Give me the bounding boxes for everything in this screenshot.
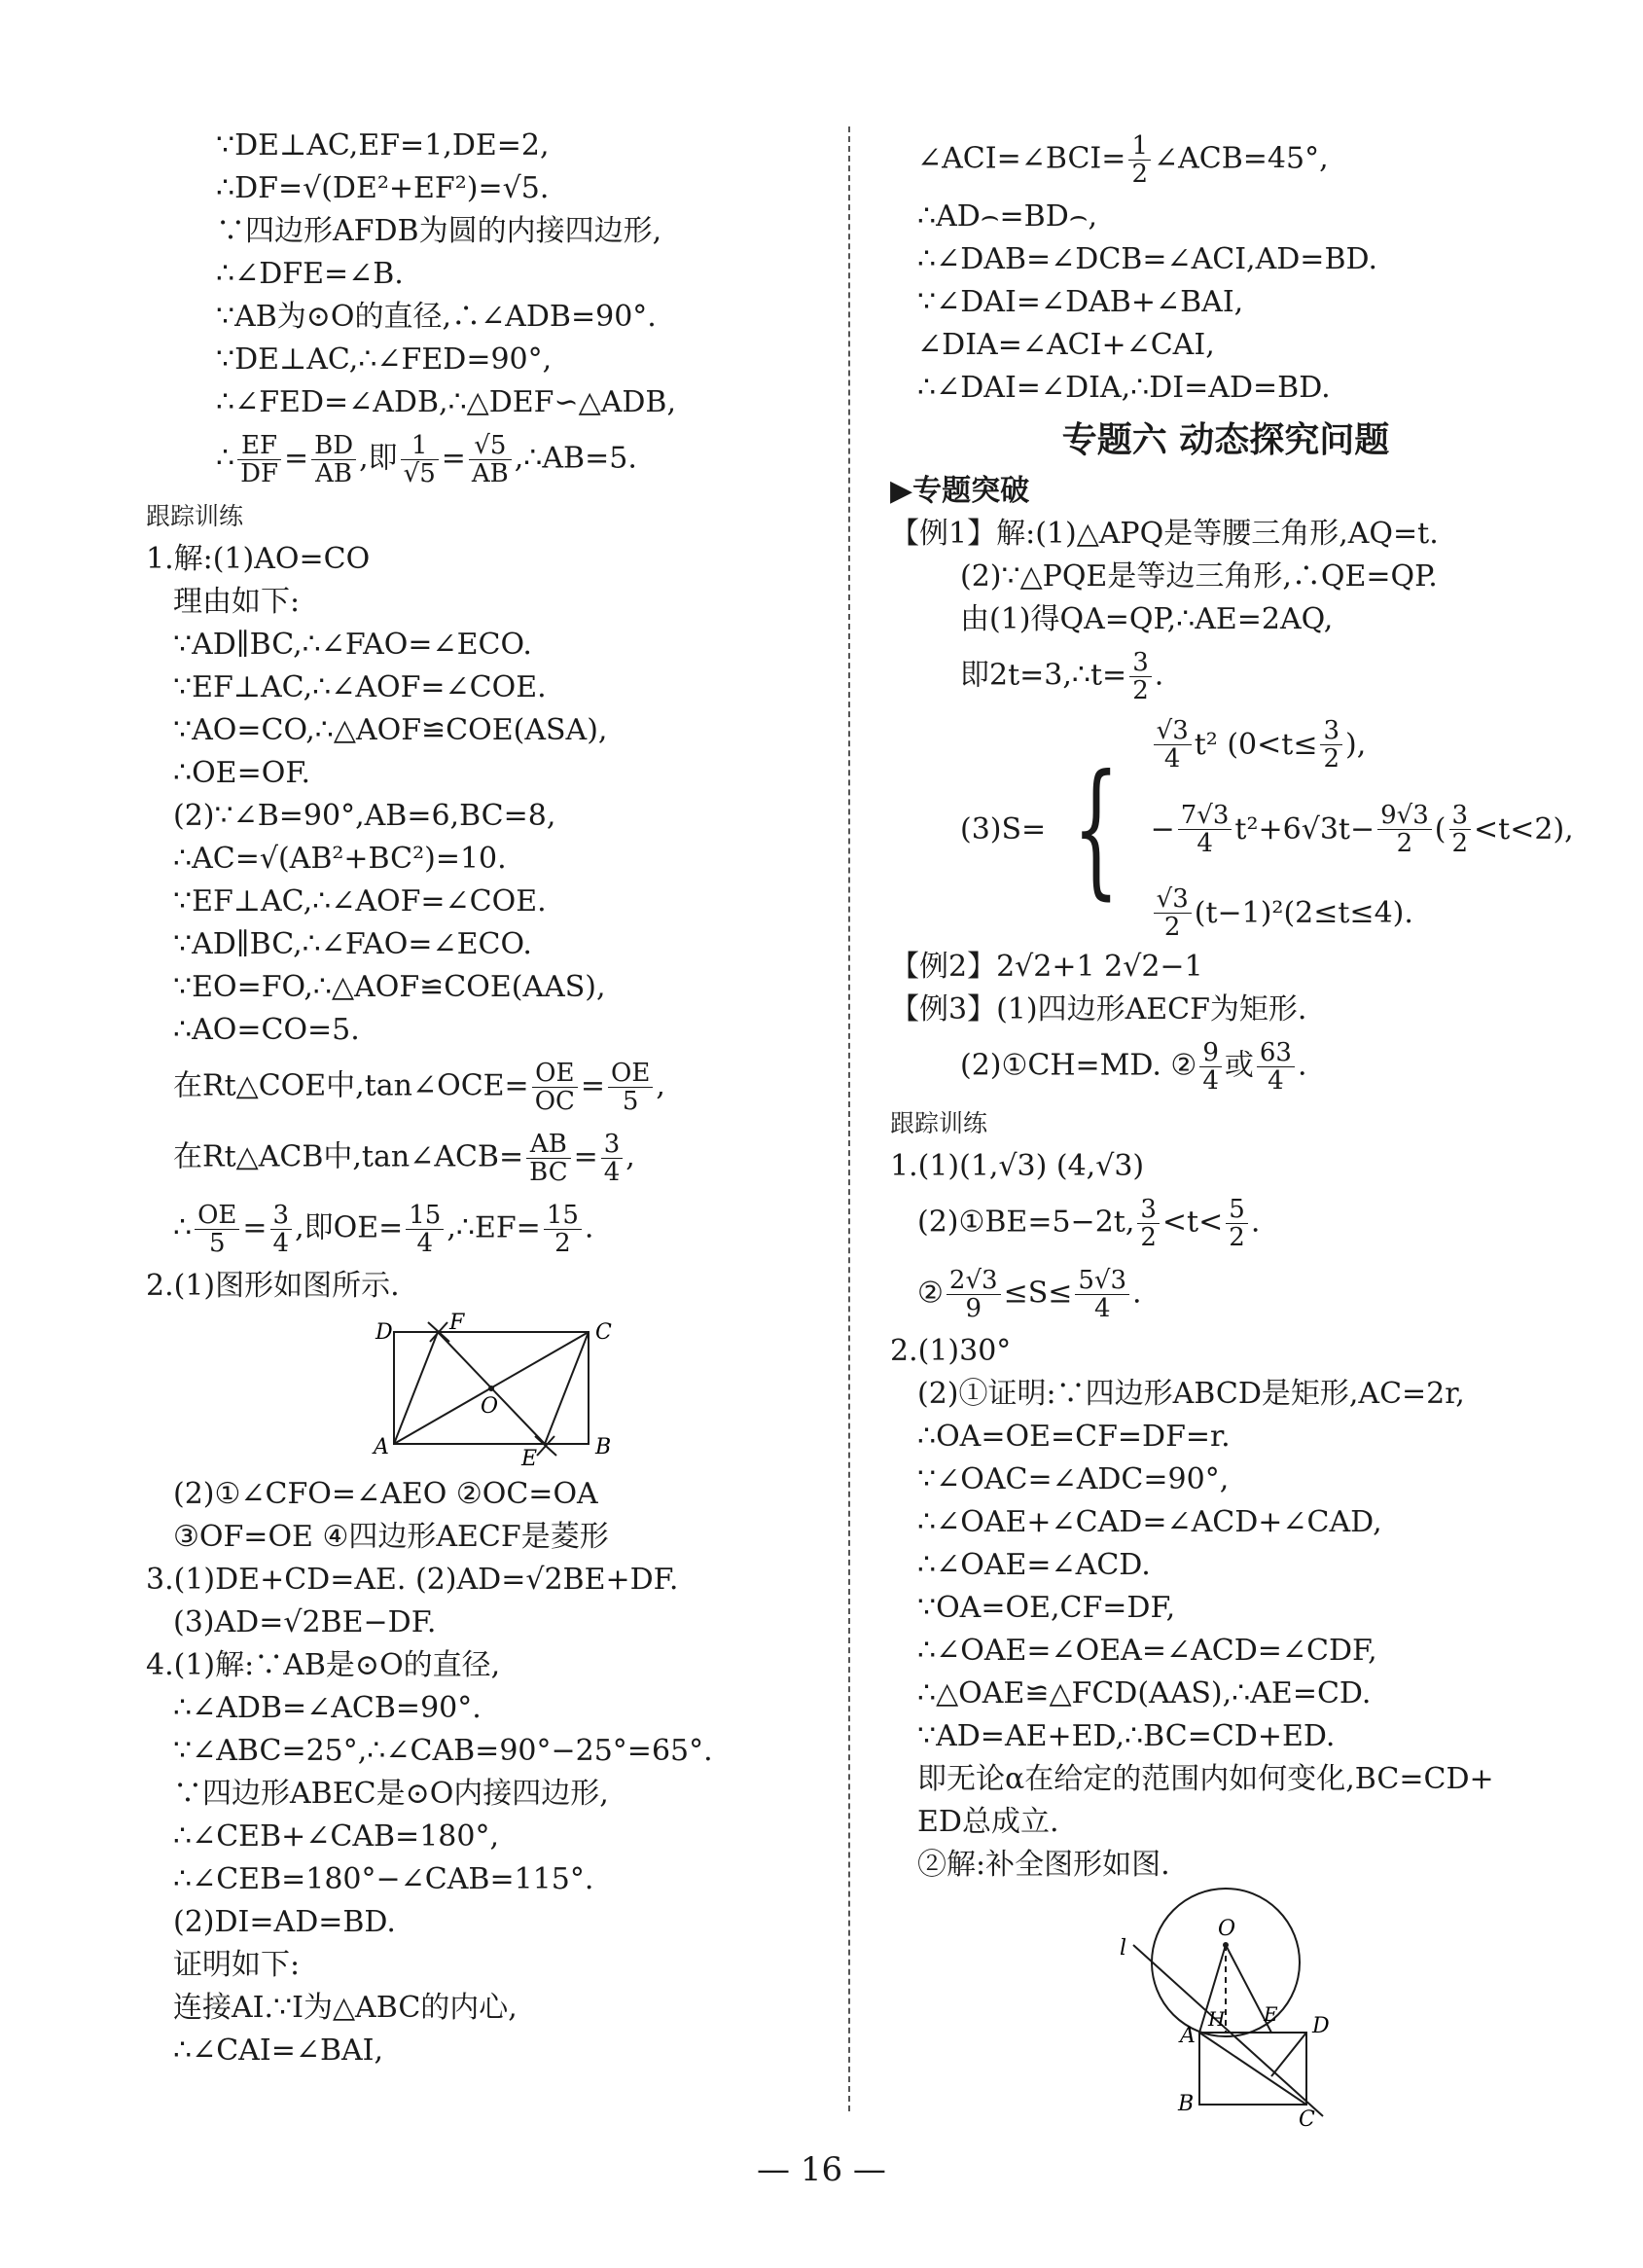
text-line: ∴AO=CO=5. — [173, 1013, 360, 1047]
t-value-line — [890, 641, 1561, 712]
case-text: t²+6√3t− — [1234, 811, 1375, 846]
text-line: ∵∠ABC=25°,∴∠CAB=90°−25°=65°. — [173, 1734, 713, 1768]
case-1 — [1151, 717, 1574, 773]
t1-prefix: (2)①BE=5−2t, — [917, 1205, 1135, 1240]
denominator: 2 — [554, 1229, 571, 1258]
result-mid: ,即OE= — [295, 1210, 404, 1245]
text-line: 2.(1)30° — [890, 1334, 1012, 1368]
text-line: 2.(1)图形如图所示. — [146, 1269, 400, 1303]
text-line: ∴∠CAI=∠BAI, — [173, 2034, 384, 2068]
topic-title: 专题六 动态探究问题 — [1061, 420, 1390, 460]
numerator: 9 — [1199, 1039, 1222, 1067]
text-line: ∴∠DAB=∠DCB=∠ACI,AD=BD. — [917, 242, 1378, 276]
numerator: 1 — [401, 432, 439, 460]
diagonal-ac — [1199, 2033, 1306, 2105]
denominator: 4 — [272, 1229, 290, 1258]
text-line: ∴∠ADB=∠ACB=90°. — [173, 1691, 482, 1725]
fraction — [1128, 132, 1151, 188]
t1-3-line — [890, 1259, 1561, 1330]
label-c: C — [595, 1320, 612, 1345]
numerator: EF — [237, 432, 281, 460]
numerator: BD — [311, 432, 356, 460]
equals: = — [242, 1210, 268, 1245]
text-line: ∴∠FED=∠ADB,∴△DEF∽△ADB, — [216, 385, 676, 419]
text-line: ∴∠OAE=∠ACD. — [917, 1548, 1151, 1582]
denominator: 5 — [208, 1229, 226, 1258]
text-line: ∵AO=CO,∴△AOF≌COE(ASA), — [173, 713, 608, 747]
text-line: ∠DIA=∠ACI+∠CAI, — [917, 328, 1215, 362]
result-suffix: . — [584, 1210, 594, 1245]
numerator: 15 — [544, 1202, 582, 1230]
equals: = — [573, 1139, 598, 1174]
ex3-answer-line — [890, 1031, 1561, 1102]
label-l: l — [1120, 1936, 1127, 1961]
text-line: 理由如下: — [173, 585, 301, 619]
text-line: ∵∠DAI=∠DAB+∠BAI, — [917, 285, 1244, 319]
numerator: 9√3 — [1377, 802, 1432, 830]
numerator: 3 — [601, 1131, 624, 1159]
fraction — [1137, 1196, 1160, 1251]
denominator: AB — [315, 459, 353, 488]
text-line: 由(1)得QA=QP,∴AE=2AQ, — [960, 602, 1334, 636]
label-a: A — [374, 1435, 389, 1459]
text-line: ∴∠OAE=∠OEA=∠ACD=∠CDF, — [917, 1634, 1377, 1668]
numerator: 5 — [1226, 1196, 1248, 1224]
fraction — [406, 1202, 444, 1257]
label-b: B — [595, 1435, 612, 1459]
piecewise-function — [890, 712, 1574, 946]
case-open: ( — [1434, 811, 1447, 846]
fraction — [532, 1060, 578, 1115]
denominator: OC — [534, 1087, 575, 1116]
fraction — [1257, 1039, 1295, 1095]
case-text: (t−1)²(2≤t≤4). — [1194, 896, 1413, 930]
denominator: 2 — [1451, 828, 1469, 858]
column-divider — [848, 126, 850, 2111]
denominator: 5 — [622, 1087, 639, 1116]
text-line: ∵四边形AFDB为圆的内接四边形, — [216, 214, 662, 248]
t-suffix: . — [1154, 658, 1164, 693]
numerator: 5√3 — [1075, 1267, 1129, 1295]
fraction — [237, 432, 281, 487]
segment-af — [394, 1332, 438, 1444]
section-heading-breakthrough: ▶专题突破 — [890, 474, 1030, 508]
numerator: 63 — [1257, 1039, 1295, 1067]
fraction — [1178, 802, 1232, 857]
text-line: ③OF=OE ④四边形AECF是菱形 — [173, 1520, 609, 1554]
equals: = — [580, 1068, 606, 1103]
text-line: 即无论α在给定的范围内如何变化,BC=CD+ — [917, 1762, 1494, 1796]
denominator: 4 — [416, 1229, 434, 1258]
fraction — [1154, 717, 1192, 773]
numerator: √5 — [469, 432, 512, 460]
rectangle-rhombus-figure — [146, 1308, 827, 1473]
text-line: (2)DI=AD=BD. — [173, 1905, 396, 1939]
label-e: E — [521, 1447, 538, 1471]
denominator: 4 — [1163, 744, 1181, 774]
numerator: √3 — [1154, 885, 1192, 914]
numerator: 3 — [1449, 802, 1472, 830]
fraction — [469, 432, 512, 487]
text-line: ∴∠OAE+∠CAD=∠ACD+∠CAD, — [917, 1505, 1382, 1539]
fraction — [1377, 802, 1432, 857]
t1-prefix: ② — [917, 1276, 944, 1311]
tan-line — [146, 1052, 827, 1123]
numerator: 3 — [1129, 649, 1152, 677]
tan-result-line — [146, 1194, 827, 1265]
text-line: (2)①证明:∵四边形ABCD是矩形,AC=2r, — [917, 1377, 1465, 1411]
text-line: ∴△OAE≌△FCD(AAS),∴AE=CD. — [917, 1676, 1372, 1710]
text-line: 1.解:(1)AO=CO — [146, 542, 371, 576]
numerator: √3 — [1154, 717, 1192, 745]
text-line: 【例3】(1)四边形AECF为矩形. — [890, 992, 1307, 1026]
result-mid: ,∴EF= — [446, 1210, 541, 1245]
angle-suffix: ∠ACB=45°, — [1153, 141, 1329, 176]
case-3 — [1151, 885, 1574, 941]
text-line: 【例2】2√2+1 2√2−1 — [890, 950, 1203, 984]
fraction — [947, 1267, 1001, 1322]
label-d: D — [1312, 2014, 1330, 2038]
text-line: (3)AD=√2BE−DF. — [173, 1605, 437, 1639]
denominator: 4 — [1197, 828, 1213, 858]
denominator: 2 — [1229, 1223, 1245, 1252]
text-line: 3.(1)DE+CD=AE. (2)AD=√2BE+DF. — [146, 1563, 679, 1597]
case-end: <t<2), — [1474, 811, 1574, 846]
case-text: t² (0<t≤ — [1194, 728, 1318, 762]
t1-mid: <t< — [1161, 1205, 1224, 1240]
t1-mid: ≤S≤ — [1003, 1276, 1073, 1311]
left-column — [146, 125, 827, 2072]
tan-prefix: 在Rt△ACB中,tan∠ACB= — [173, 1139, 524, 1174]
denominator: BC — [529, 1158, 568, 1187]
numerator: AB — [526, 1131, 570, 1159]
label-c: C — [1299, 2107, 1315, 2130]
tan-line — [146, 1123, 827, 1194]
text-line: 【例1】解:(1)△APQ是等腰三角形,AQ=t. — [890, 517, 1439, 551]
denominator: 2 — [1131, 160, 1148, 189]
text-line: (2)∵△PQE是等边三角形,∴QE=QP. — [960, 559, 1438, 594]
text-line: ∴AD⌢=BD⌢, — [917, 199, 1098, 234]
denominator: 2 — [1163, 913, 1181, 942]
numerator: OE — [195, 1202, 239, 1230]
numerator: 15 — [406, 1202, 444, 1230]
text-line: 证明如下: — [173, 1948, 301, 1982]
ratio-line — [146, 424, 827, 495]
numerator: 3 — [1320, 717, 1342, 745]
text-line: (2)∵∠B=90°,AB=6,BC=8, — [173, 799, 556, 833]
numerator: OE — [532, 1060, 578, 1088]
text-line: 连接AI.∵I为△ABC的内心, — [173, 1991, 518, 2025]
text-line: 4.(1)解:∵AB是⊙O的直径, — [146, 1648, 501, 1682]
tan-suffix: , — [656, 1068, 665, 1103]
text-line: ∵OA=OE,CF=DF, — [917, 1591, 1176, 1625]
tan-prefix: 在Rt△COE中,tan∠OCE= — [173, 1068, 529, 1103]
text-line: ∵EF⊥AC,∴∠AOF=∠COE. — [173, 670, 547, 704]
text-line: ∴AC=√(AB²+BC²)=10. — [173, 842, 507, 876]
label-b: B — [1178, 2092, 1195, 2116]
text-line: ∴∠CEB+∠CAB=180°, — [173, 1819, 499, 1854]
denominator: 4 — [603, 1158, 621, 1187]
label-o: O — [481, 1394, 499, 1419]
circle-rectangle-figure — [890, 1887, 1561, 2130]
text-line: ∴∠DFE=∠B. — [216, 257, 404, 291]
numerator: 1 — [1128, 132, 1151, 161]
tan-suffix: , — [625, 1139, 635, 1174]
ex3-prefix: (2)①CH=MD. ② — [960, 1048, 1197, 1083]
numerator: 2√3 — [947, 1267, 1001, 1295]
text-line: ∵AB为⊙O的直径,∴∠ADB=90°. — [216, 300, 657, 334]
label-o: O — [1218, 1917, 1236, 1941]
angle-line — [890, 125, 1561, 196]
numerator: 3 — [270, 1202, 293, 1230]
label-h: H — [1208, 2007, 1226, 2031]
fraction — [1154, 885, 1192, 941]
denominator: 9 — [965, 1294, 982, 1323]
text-line: ∵四边形ABEC是⊙O内接四边形, — [173, 1777, 609, 1811]
section-heading-tracking: 跟踪训练 — [146, 502, 244, 530]
text-line: ∵AD=AE+ED,∴BC=CD+ED. — [917, 1719, 1336, 1753]
numerator: 7√3 — [1178, 802, 1232, 830]
fraction — [1320, 717, 1342, 773]
angle-prefix: ∠ACI=∠BCI= — [917, 141, 1126, 176]
equals: = — [441, 441, 466, 476]
t1-suffix: . — [1132, 1276, 1142, 1311]
ex3-suffix: . — [1297, 1048, 1307, 1083]
text-line: ∵EO=FO,∴△AOF≌COE(AAS), — [173, 970, 606, 1004]
label-a: A — [1180, 2024, 1196, 2048]
ratio-prefix: ∴ — [216, 441, 235, 476]
denominator: DF — [240, 459, 278, 488]
piecewise-cases — [1151, 717, 1574, 941]
ex3-mid: 或 — [1224, 1048, 1254, 1083]
fraction — [608, 1060, 653, 1115]
text-line: ∵DE⊥AC,∴∠FED=90°, — [216, 342, 553, 377]
label-f: F — [449, 1311, 465, 1335]
equals: = — [283, 441, 309, 476]
label-e: E — [1264, 2002, 1278, 2026]
fraction — [1075, 1267, 1129, 1322]
point-o — [488, 1386, 494, 1391]
text-line: ∵∠OAC=∠ADC=90°, — [917, 1462, 1230, 1496]
label-d: D — [375, 1320, 393, 1345]
fraction — [311, 432, 356, 487]
text-line: ∴∠CEB=180°−∠CAB=115°. — [173, 1862, 594, 1896]
point-o — [1223, 1942, 1229, 1948]
denominator: 4 — [1268, 1066, 1284, 1096]
case-sign: − — [1150, 811, 1175, 846]
segment-ce — [545, 1332, 589, 1444]
denominator: 2 — [1396, 828, 1413, 858]
denominator: 4 — [1093, 1294, 1111, 1323]
t1-2-line — [890, 1188, 1561, 1259]
fraction — [1199, 1039, 1222, 1095]
numerator: OE — [608, 1060, 653, 1088]
fraction — [1129, 649, 1152, 704]
case-end: ), — [1345, 728, 1367, 762]
fraction — [270, 1202, 293, 1257]
text-line: ∵EF⊥AC,∴∠AOF=∠COE. — [173, 884, 547, 918]
denominator: AB — [471, 459, 509, 488]
text-line: 1.(1)(1,√3) (4,√3) — [890, 1149, 1145, 1183]
t1-suffix: . — [1250, 1205, 1261, 1240]
fraction — [1449, 802, 1472, 857]
denominator: 4 — [1202, 1066, 1219, 1096]
fraction — [526, 1131, 570, 1186]
denominator: √5 — [403, 459, 436, 488]
numerator: 3 — [1137, 1196, 1160, 1224]
text-line: ∴DF=√(DE²+EF²)=√5. — [216, 171, 550, 205]
text-line: ∵AD∥BC,∴∠FAO=∠ECO. — [173, 628, 532, 662]
ratio-mid: ,即 — [359, 441, 398, 476]
section-heading-tracking: 跟踪训练 — [890, 1109, 988, 1137]
text-line: ∵DE⊥AC,EF=1,DE=2, — [216, 128, 550, 162]
text-line: ∴OE=OF. — [173, 756, 310, 790]
text-line: (2)①∠CFO=∠AEO ②OC=OA — [173, 1477, 598, 1511]
segment-df — [1271, 2033, 1306, 2076]
right-column — [890, 125, 1574, 2130]
text-line: ∴∠DAI=∠DIA,∴DI=AD=BD. — [917, 371, 1331, 405]
denominator: 2 — [1323, 744, 1340, 774]
text-line: ②解:补全图形如图. — [917, 1848, 1170, 1882]
fraction — [601, 1131, 624, 1186]
line-l — [1133, 1945, 1323, 2116]
text-line: ED总成立. — [917, 1805, 1059, 1839]
fraction — [401, 432, 439, 487]
case-2 — [1151, 802, 1574, 857]
fraction — [195, 1202, 239, 1257]
page-number: — 16 — — [757, 2150, 886, 2189]
t-prefix: 即2t=3,∴t= — [960, 658, 1127, 693]
ratio-suffix: ,∴AB=5. — [514, 441, 637, 476]
piecewise-label: (3)S= — [960, 811, 1047, 846]
text-line: ∵AD∥BC,∴∠FAO=∠ECO. — [173, 927, 532, 961]
brace-icon: { — [1073, 744, 1120, 914]
fraction — [1226, 1196, 1248, 1251]
text-line: ∴OA=OE=CF=DF=r. — [917, 1420, 1231, 1454]
denominator: 2 — [1140, 1223, 1157, 1252]
fraction — [544, 1202, 582, 1257]
denominator: 2 — [1132, 676, 1149, 705]
result-prefix: ∴ — [173, 1210, 193, 1245]
